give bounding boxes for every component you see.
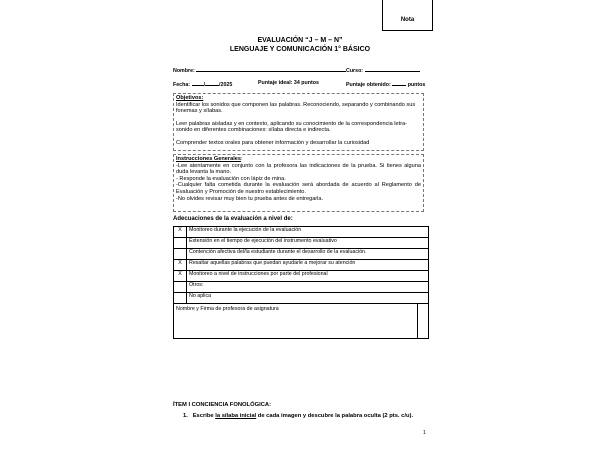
question-1-pre: Escribe [192, 413, 216, 419]
name-field [173, 66, 346, 74]
instructions-heading-line [176, 156, 421, 163]
adaptations-title: Adecuaciones de la evaluación a nivel de: [173, 216, 293, 222]
check-mark [174, 249, 187, 260]
date-sep: / [203, 82, 206, 88]
table-row [174, 271, 429, 282]
table-row [174, 282, 429, 293]
signature-row [174, 304, 429, 339]
signature-label: Nombre y Firma de profesora de asignatura [174, 304, 418, 339]
table-row [174, 260, 429, 271]
grade-label: Nota [400, 17, 415, 23]
objective-1: Identificar los sonidos que componen las palabras. Reconociendo, separando y combinando sus fonemas y sílabas. [176, 101, 416, 115]
exam-title: EVALUACIÓN “J – M – N” [257, 37, 343, 44]
question-1 [183, 413, 413, 419]
adaptations-table [173, 226, 429, 339]
question-1-post: de cada imagen y descubre la palabra oculta (2 pts. c/u). [256, 413, 414, 419]
date-label: Fecha: [173, 82, 191, 88]
table-row [174, 227, 429, 238]
item-1-title: ÍTEM I CONCIENCIA FONOLÓGICA: [173, 402, 272, 408]
instruction-line: - Responde la evaluación con lápiz de mina. [176, 175, 286, 182]
adaptation-text: Resaltar aquellas palabras que puedan ayudarle a mejorar su atención [187, 260, 429, 271]
adaptation-text: No aplica [187, 293, 429, 304]
adaptation-text: Contención afectiva del/la estudiante durante el desarrollo de la evaluación. [187, 249, 429, 260]
table-row [174, 293, 429, 304]
course-label: Curso: [346, 68, 364, 74]
adaptation-text: Monitoreo durante la ejecución de la evaluación [187, 227, 429, 238]
exam-subtitle: LENGUAJE Y COMUNICACIÓN 1° BÁSICO [229, 46, 371, 53]
date-day-blank [192, 80, 204, 86]
name-label: Nombre: [173, 68, 195, 74]
check-mark: X [174, 260, 187, 271]
check-mark [174, 238, 187, 249]
objective-2: Leer palabras aisladas y en contexto, aplicando su conocimiento de la correspondencia letra-sonido en diferentes combinaciones: sílaba directa e indirecta. [176, 120, 408, 134]
date-field [173, 80, 232, 88]
table-row [174, 249, 429, 260]
instruction-line: -Lee atentamente en conjunto con la profesora las indicaciones de la prueba. Si tienes alguna duda levanta la mano. [176, 162, 421, 176]
adaptation-text: Monitoreo a nivel de instrucciones por parte del profesional [187, 271, 429, 282]
points-label: puntos [407, 82, 426, 88]
date-year: /2025 [219, 82, 233, 88]
instructions-heading-colon: : [240, 156, 243, 162]
adaptation-text: Extensión en el tiempo de ejecución del instrumento evaluativo [187, 238, 429, 249]
adaptation-text: Otros: [187, 282, 429, 293]
instructions-box [173, 154, 424, 212]
course-field [346, 66, 420, 74]
signature-space [417, 304, 428, 339]
grade-box [382, 0, 433, 31]
question-1-underlined: la sílaba inicial [215, 413, 257, 419]
obtained-score-blank [392, 80, 406, 86]
check-mark [174, 282, 187, 293]
table-row [174, 238, 429, 249]
page-number: 1 [423, 430, 426, 436]
objective-3: Comprender textos orales para obtener información y desarrollar la curiosidad [176, 139, 370, 146]
instruction-line: -No olvides revisar muy bien tu prueba antes de entregarla. [176, 195, 324, 202]
objectives-heading: Objetivos: [176, 95, 204, 101]
check-mark [174, 293, 187, 304]
date-month-blank [205, 80, 219, 86]
course-blank [365, 66, 420, 72]
objectives-box [173, 93, 424, 151]
instructions-heading: Instrucciones Generales [176, 156, 241, 162]
name-blank [196, 66, 346, 72]
check-mark: X [174, 227, 187, 238]
obtained-score-label: Puntaje obtenido: [346, 82, 391, 88]
question-1-number: 1. [183, 413, 188, 419]
ideal-score: Puntaje ideal: 34 puntos [258, 80, 319, 86]
instruction-line: -Cualquier falta cometida durante la evaluación será abordada de acuerdo al Reglamento de Evaluación y Promoción de nuestro establecimiento. [176, 182, 421, 195]
obtained-score-field [346, 80, 425, 88]
check-mark: X [174, 271, 187, 282]
